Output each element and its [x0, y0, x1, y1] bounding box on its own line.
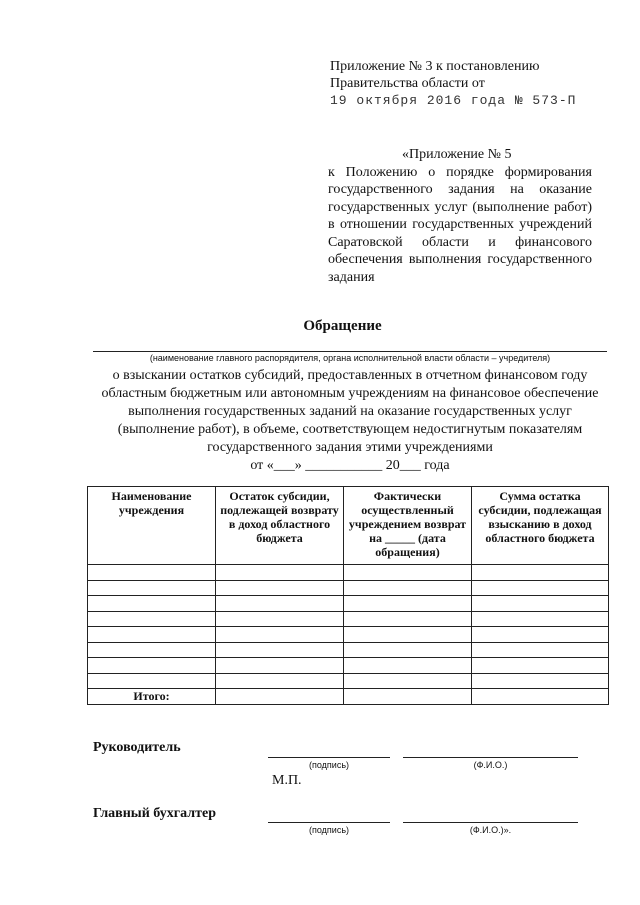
table-cell[interactable]: [88, 658, 216, 674]
head-name-line[interactable]: [403, 757, 578, 758]
table-row: [88, 611, 609, 627]
accountant-signature-line[interactable]: [268, 822, 390, 823]
table-cell[interactable]: [344, 580, 472, 596]
head-name-caption: (Ф.И.О.): [473, 760, 508, 770]
body-line: государственного задания этими учреждениями: [207, 440, 493, 455]
table-cell[interactable]: [472, 580, 609, 596]
annex-header: [330, 58, 590, 109]
table-cell[interactable]: [472, 673, 609, 689]
date-line: от «___» ___________ 20___ года: [250, 458, 450, 473]
table-row: [88, 627, 609, 643]
body-line: о взыскании остатков субсидий, предоставленных в отчетном финансовом году: [112, 368, 588, 383]
table-cell[interactable]: [216, 673, 344, 689]
table-cell[interactable]: [88, 673, 216, 689]
table-cell[interactable]: [88, 642, 216, 658]
header-subsidy-balance: Остаток субсидии, подлежащей возврату в доход областного бюджета: [216, 487, 344, 565]
annex-line-1: Приложение № 3 к постановлению: [330, 59, 540, 74]
table-cell[interactable]: [472, 658, 609, 674]
table-cell[interactable]: [216, 611, 344, 627]
annex-line-2: Правительства области от: [330, 76, 485, 91]
accountant-signature-caption: (подпись): [308, 825, 350, 835]
table-cell[interactable]: [88, 565, 216, 581]
body-line: (выполнение работ), в объеме, соответствующем недостигнутым показателям: [117, 422, 583, 437]
head-signature-line[interactable]: [268, 757, 390, 758]
table-cell[interactable]: [472, 611, 609, 627]
document-title: Обращение: [303, 318, 382, 334]
accountant-name-line[interactable]: [403, 822, 578, 823]
authority-name-caption: (наименование главного распорядителя, органа исполнительной власти области – учредителя): [149, 353, 551, 363]
body-line: выполнения государственных заданий на оказание государственных услуг: [128, 404, 572, 419]
table-row: [88, 673, 609, 689]
table-row: [88, 565, 609, 581]
table-row: [88, 642, 609, 658]
body-line: областным бюджетным или автономным учреждениям на финансовое обеспечение: [101, 386, 599, 401]
table-cell[interactable]: [344, 642, 472, 658]
table-cell[interactable]: [88, 611, 216, 627]
stamp-place: М.П.: [272, 773, 302, 788]
annex-reference: [328, 146, 592, 286]
header-recoverable-sum: Сумма остатка субсидии, подлежащая взысканию в доход областного бюджета: [472, 487, 609, 565]
accountant-name-caption: (Ф.И.О.)».: [469, 825, 512, 835]
table-cell[interactable]: [472, 642, 609, 658]
table-row: [88, 596, 609, 612]
total-label: Итого:: [88, 689, 216, 705]
accountant-label: Главный бухгалтер: [93, 806, 216, 821]
table-cell[interactable]: [472, 627, 609, 643]
request-body: [80, 367, 620, 475]
table-cell[interactable]: [472, 596, 609, 612]
table-cell[interactable]: [216, 658, 344, 674]
header-actual-return: Фактически осуществленный учреждением возврат на _____ (дата обращения): [344, 487, 472, 565]
table-cell[interactable]: [472, 565, 609, 581]
table-row: [88, 658, 609, 674]
table-cell[interactable]: [216, 565, 344, 581]
table-cell[interactable]: [216, 689, 344, 705]
table-cell[interactable]: [344, 627, 472, 643]
table-cell[interactable]: [88, 580, 216, 596]
table-cell[interactable]: [216, 627, 344, 643]
annex-reference-title: «Приложение № 5: [402, 147, 512, 162]
head-signature-caption: (подпись): [308, 760, 350, 770]
table-cell[interactable]: [216, 642, 344, 658]
head-label: Руководитель: [93, 740, 181, 755]
table-cell[interactable]: [88, 596, 216, 612]
annex-reference-body: к Положению о порядке формирования государственного задания на оказание государственных услуг (выполнение работ) в отношении государственных учреждений Саратовской области и финансового обеспечения выполнения государственного задания: [328, 164, 592, 285]
table-cell[interactable]: [344, 658, 472, 674]
table-row: [88, 580, 609, 596]
table-cell[interactable]: [344, 565, 472, 581]
annex-date-stamp: 19 октября 2016 года № 573-П: [330, 93, 577, 108]
table-cell[interactable]: [216, 580, 344, 596]
table-total-row: [88, 689, 609, 705]
table-cell[interactable]: [216, 596, 344, 612]
authority-name-line: [93, 351, 607, 352]
table-cell[interactable]: [88, 627, 216, 643]
table-cell[interactable]: [344, 673, 472, 689]
table-cell[interactable]: [344, 689, 472, 705]
table-header-row: [88, 487, 609, 565]
header-institution: Наименование учреждения: [88, 487, 216, 565]
subsidy-table: [87, 486, 609, 705]
table-cell[interactable]: [344, 611, 472, 627]
table-cell[interactable]: [344, 596, 472, 612]
table-cell[interactable]: [472, 689, 609, 705]
